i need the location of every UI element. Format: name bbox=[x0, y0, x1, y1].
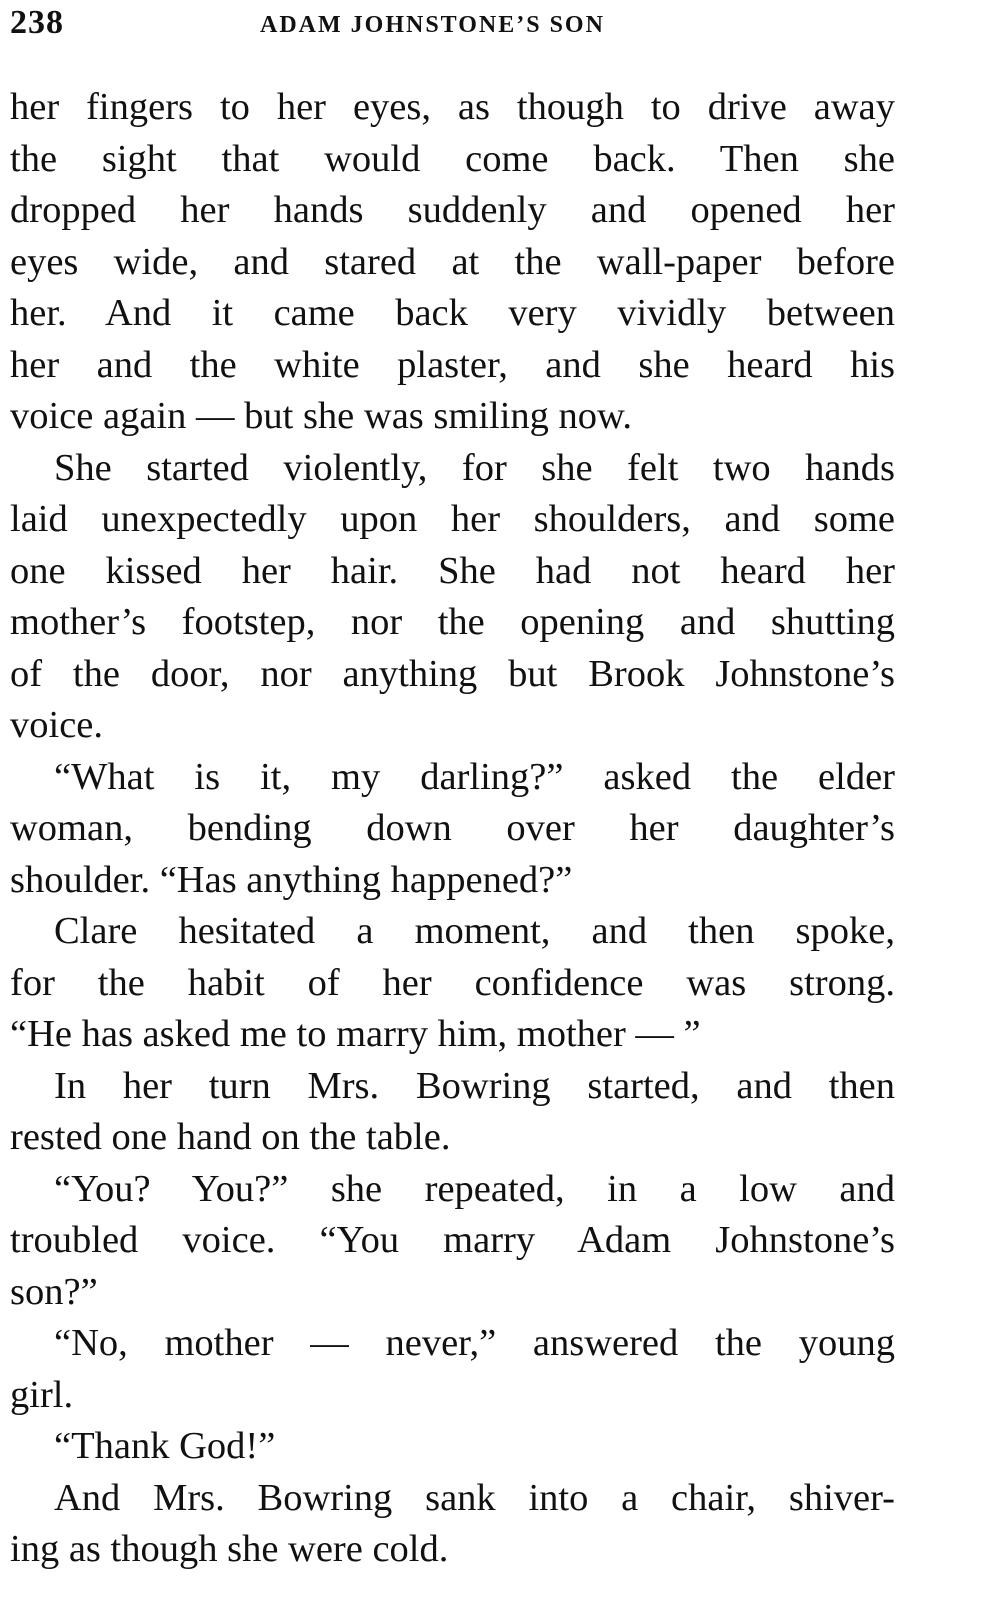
text-line: girl. bbox=[10, 1373, 74, 1416]
running-head bbox=[10, 4, 910, 44]
text-line: “No, mother — never,” answered the young bbox=[54, 1322, 895, 1364]
text-line: woman, bending down over her daughter’s bbox=[10, 807, 895, 849]
text-line: In her turn Mrs. Bowring started, and then bbox=[54, 1064, 895, 1107]
text-line: “What is it, my darling?” asked the elder bbox=[54, 755, 895, 798]
text-line: her fingers to her eyes, as though to drive away bbox=[10, 86, 895, 128]
running-title: ADAM JOHNSTONE’S SON bbox=[260, 12, 605, 38]
text-line: son?” bbox=[10, 1270, 98, 1313]
text-line: “Thank God!” bbox=[54, 1425, 276, 1467]
text-line: “He has asked me to marry him, mother — ” bbox=[10, 1013, 701, 1055]
text-line: eyes wide, and stared at the wall-paper before bbox=[10, 240, 895, 283]
text-line: shoulder. “Has anything happened?” bbox=[10, 858, 573, 901]
text-line: ing as though she were cold. bbox=[10, 1528, 449, 1570]
body-text bbox=[10, 82, 895, 1576]
text-line: And Mrs. Bowring sank into a chair, shiver- bbox=[54, 1476, 895, 1519]
text-line: for the habit of her confidence was strong. bbox=[10, 961, 895, 1004]
text-line: voice. bbox=[10, 704, 103, 746]
text-line: of the door, nor anything but Brook Johnstone’s bbox=[10, 652, 895, 695]
text-line: one kissed her hair. She had not heard her bbox=[10, 549, 895, 592]
text-line: dropped her hands suddenly and opened her bbox=[10, 189, 895, 231]
text-line: Clare hesitated a moment, and then spoke, bbox=[54, 910, 895, 952]
text-line: rested one hand on the table. bbox=[10, 1116, 451, 1158]
text-line: mother’s footstep, nor the opening and shutting bbox=[10, 601, 895, 643]
text-line: her and the white plaster, and she heard his bbox=[10, 343, 895, 386]
text-line: “You? You?” she repeated, in a low and bbox=[54, 1167, 895, 1210]
page-number: 238 bbox=[10, 4, 64, 41]
text-line: voice again — but she was smiling now. bbox=[10, 395, 632, 437]
text-line: the sight that would come back. Then she bbox=[10, 137, 895, 180]
text-line: laid unexpectedly upon her shoulders, and some bbox=[10, 498, 895, 540]
text-line: troubled voice. “You marry Adam Johnstone’s bbox=[10, 1219, 895, 1261]
text-line: her. And it came back very vividly between bbox=[10, 292, 895, 334]
text-line: She started violently, for she felt two hands bbox=[54, 446, 895, 489]
